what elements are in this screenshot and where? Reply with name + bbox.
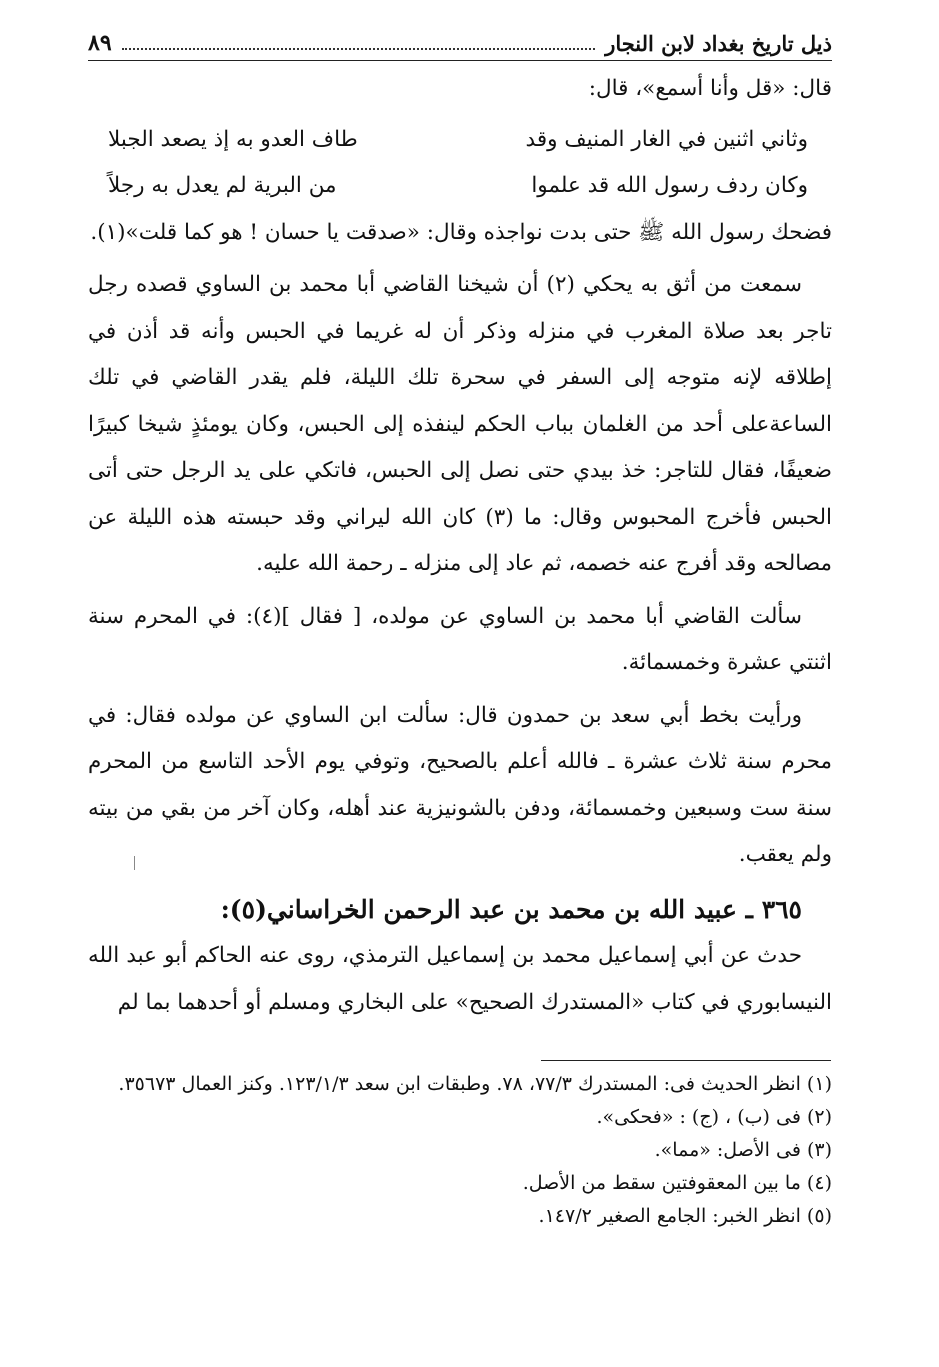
footnotes [88, 1068, 832, 1233]
verse-hemistich-right: وكان ردف رسول الله قد علموا [531, 173, 808, 198]
footnote: (٣) فى الأصل: «مما». [654, 1139, 832, 1161]
book-title: ذيل تاريخ بغداد لابن النجار [605, 30, 832, 56]
paragraph: حدث عن أبي إسماعيل محمد بن إسماعيل الترمذي، روى عنه الحاكم أبو عبد الله النيسابوري في كتاب «المستدرك الصحيح» على البخاري ومسلم أو أحدهما بما لم [88, 943, 832, 1015]
verse-hemistich-left: من البرية لم يعدل به رجلاً [108, 173, 337, 198]
entry-heading: ٣٦٥ ـ عبيد الله بن محمد بن عبد الرحمن الخراساني(٥): [220, 894, 802, 924]
verse-line [88, 163, 832, 210]
footnote: (٢) فى (ب) ، (ج) : «فحكى». [596, 1106, 832, 1128]
header-leader-dots [122, 36, 596, 50]
page-number: ٨٩ [88, 30, 112, 56]
paragraph: سمعت من أثق به يحكي (٢) أن شيخنا القاضي أبا محمد بن الساوي قصده رجل تاجر بعد صلاة المغرب في منزله وذكر أن له غريما في الحبس وأنه قد أذن في إطلاقه لإنه متوجه إلى السفر في سحرة تلك الليلة، فلم يقدر القاضي في تلك الساعةعلى أحد من الغلمان بباب الحكم لينفذه إلى الحبس، وكان يومئذٍ شيخا كبيرًا ضعيفًا، فقال للتاجر: خذ بيدي حتى نصل إلى الحبس، فاتكي على يد الرجل حتى أتى الحبس فأخرج المحبوس وقال: ما (٣) كان الله ليراني وقد حبسته هذه الليلة عن مصالحه وقد أفرج عنه خصمه، ثم عاد إلى منزله ـ رحمة الله عليه. [88, 272, 832, 576]
paragraph: فضحك رسول الله ﷺ حتى بدت نواجذه وقال: «صدقت يا حسان ! هو كما قلت»(١). [90, 219, 832, 245]
footnote: (١) انظر الحديث فى: المستدرك ٧٧/٣، ٧٨. وطبقات ابن سعد ١٢٣/١/٣. وكنز العمال ٣٥٦٧٣. [118, 1073, 832, 1095]
verse-hemistich-left: طاف العدو به إذ يصعد الجبلا [108, 126, 358, 152]
margin-mark [124, 856, 135, 870]
footnote: (٥) انظر الخبر: الجامع الصغير ١٤٧/٢. [538, 1205, 832, 1227]
verse-line [88, 117, 832, 164]
paragraph: ورأيت بخط أبي سعد بن حمدون قال: سألت ابن الساوي عن مولده فقال: في محرم سنة ثلاث عشرة ـ فالله أعلم بالصحيح، وتوفي يوم الأحد التاسع من المحرم سنة ست وسبعين وخمسمائة، ودفن بالشونيزية عند أهله، وكان آخر من بقي من بيته ولم يعقب. [88, 702, 832, 867]
paragraph: قال: «قل وأنا أسمع»، قال: [588, 76, 832, 101]
running-header [88, 26, 832, 61]
verse-hemistich-right: وثاني اثنين في الغار المنيف وقد [525, 126, 808, 152]
footnote: (٤) ما بين المعقوفتين سقط من الأصل. [522, 1172, 832, 1194]
paragraph: سألت القاضي أبا محمد بن الساوي عن مولده، [ فقال ](٤): في المحرم سنة اثنتي عشرة وخمسمائة. [88, 603, 832, 675]
footnote-separator [541, 1060, 831, 1061]
main-text [88, 66, 832, 1026]
